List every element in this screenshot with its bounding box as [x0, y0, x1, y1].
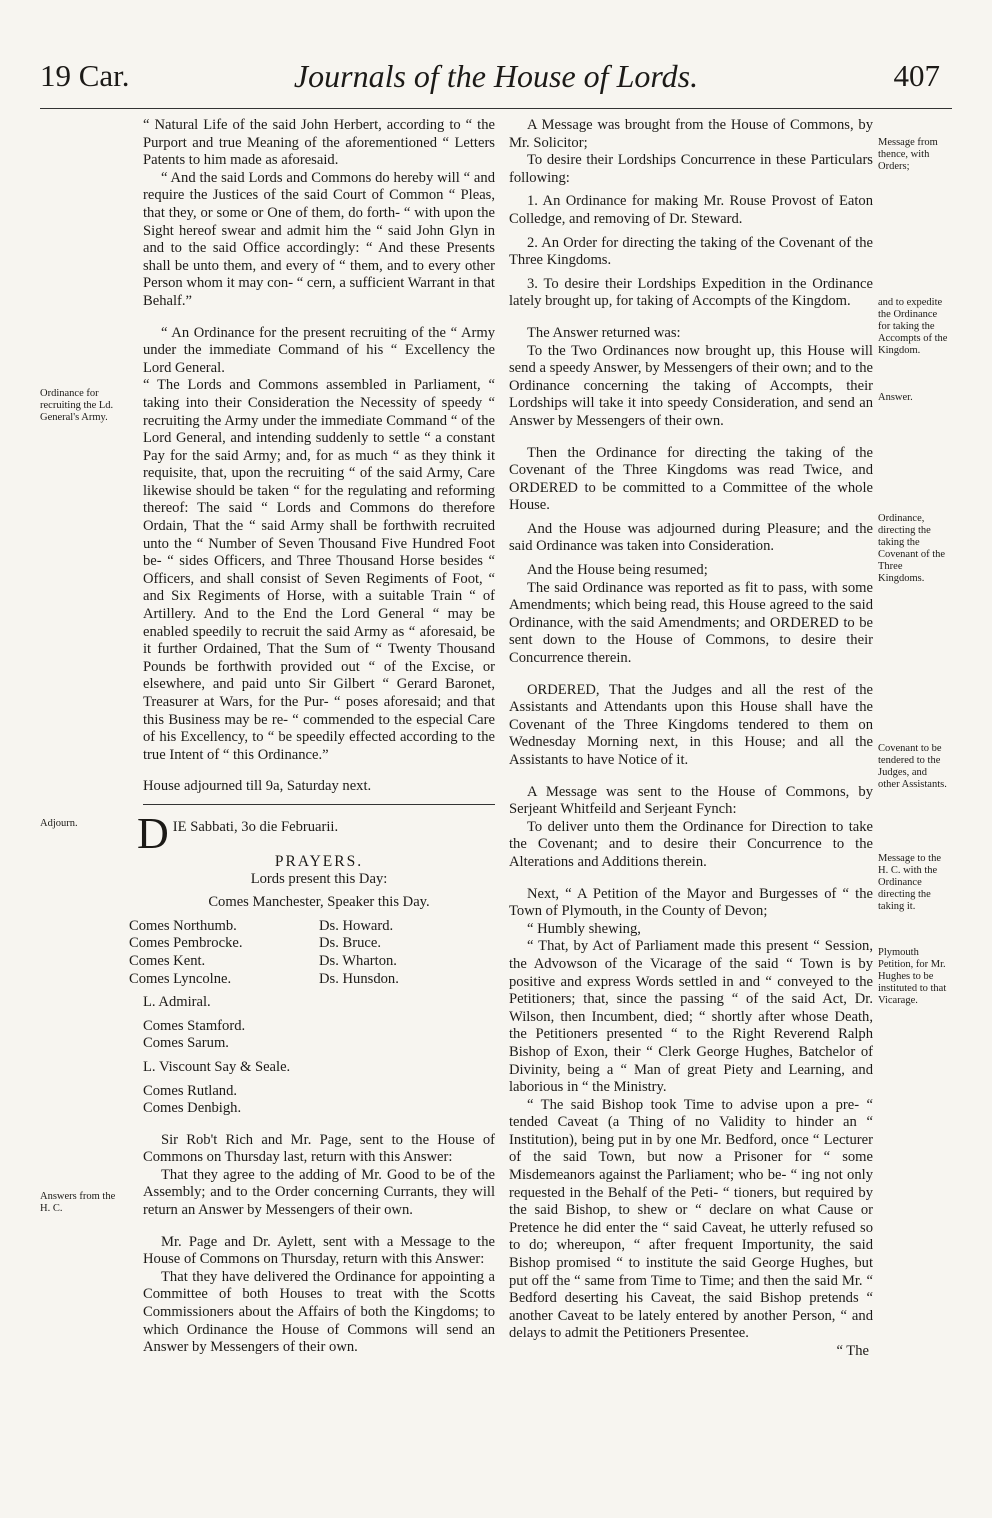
lord-name: Comes Northumb. [129, 917, 237, 934]
ordinance-title: “ An Ordinance for the present recruiting of the “ Army under the immediate Command of his “ Excellency the Lord General. [143, 324, 495, 376]
paragraph: 2. An Order for directing the taking of the Covenant of the Three Kingdoms. [509, 234, 873, 269]
petition-title: Next, “ A Petition of the Mayor and Burgesses of “ the Town of Plymouth, in the County of Devon; [509, 885, 873, 920]
lords-list [129, 918, 495, 988]
margin-note-ordinance: Ordinance for recruiting the Ld. General's Army. [40, 388, 114, 423]
paragraph: 3. To desire their Lordships Expedition in the Ordinance lately brought up, for taking of Accompts of the Kingdom. [509, 275, 873, 310]
paragraph: Sir Rob't Rich and Mr. Page, sent to the House of Commons on Thursday last, return with this Answer: [143, 1131, 495, 1166]
lord-name: Ds. Wharton. [319, 952, 397, 969]
lord-name: Comes Lyncolne. [129, 970, 232, 987]
page-header [0, 58, 992, 108]
paragraph: To the Two Ordinances now brought up, this House will send a speedy Answer, by Messengers of their own; and to the Ordinance concerning the taking of Accompts, their Lordships will take it into speedy Consideration, and send an Answer by Messengers of their own. [509, 342, 873, 429]
lord-name: Comes Pembrocke. [129, 935, 243, 952]
paragraph: The Answer returned was: [527, 324, 681, 341]
lord-name: L. Admiral. [143, 994, 211, 1011]
paragraph: “ Natural Life of the said John Herbert, according to “ the Purport and true Meaning of the aforementioned “ Letters Patents to him made as aforesaid. [143, 117, 495, 169]
section-rule [143, 804, 495, 805]
regnal-year: 19 Car. [40, 58, 130, 93]
paragraph: To desire their Lordships Concurrence in these Particulars following: [509, 152, 873, 186]
date-heading [137, 808, 495, 858]
paragraph: A Message was sent to the House of Commons, by Serjeant Whitfeild and Serjeant Fynch: [509, 783, 873, 818]
lords-present: Lords present this Day: [250, 870, 388, 887]
lord-name: L. Viscount Say & Seale. [143, 1058, 291, 1075]
right-column [509, 117, 873, 1361]
speaker-line: Comes Manchester, Speaker this Day. [208, 894, 430, 911]
margin-note-message: Message from thence, with Orders; [878, 137, 938, 172]
paragraph: Mr. Page and Dr. Aylett, sent with a Message to the House of Commons on Thursday, return with this Answer: [143, 1233, 495, 1268]
adjournment: House adjourned till 9a, Saturday next. [143, 778, 372, 795]
paragraph: ORDERED, That the Judges and all the rest of the Assistants and Attendants upon this House shall have the Covenant of the Three Kingdoms tendered to them on Wednesday Morning next, in this House; and all the Assistants to have Notice of it. [509, 681, 873, 768]
margin-note-plymouth: Plymouth Petition, for Mr. Hughes to be instituted to that Vicarage. [878, 947, 947, 1006]
lord-name: Comes Denbigh. [143, 1100, 242, 1117]
paragraph: And the House was adjourned during Pleasure; and the said Ordinance was taken into Consideration. [509, 520, 873, 555]
margin-note-covenant-ordinance: Ordinance, directing the taking the Covenant of the Three Kingdoms. [878, 513, 946, 584]
running-title: Journals of the House of Lords. [293, 58, 699, 94]
paragraph: That they agree to the adding of Mr. Good to be of the Assembly; and to the Order concerning Currants, they will return an Answer by Messengers of their own. [143, 1166, 495, 1219]
paragraph: And the House being resumed; [527, 562, 708, 579]
paragraph: A Message was brought from the House of Commons, by Mr. Solicitor; [509, 117, 873, 151]
margin-note-answers: Answers from the H. C. [40, 1191, 116, 1214]
paragraph: The said Ordinance was reported as fit to pass, with some Amendments; which being read, this House agreed to the said Ordinance, with the said Amendments; and ORDERED to be sent down to the House of Commons, to desire their Concurrence therein. [509, 579, 873, 667]
paragraph: To deliver unto them the Ordinance for Direction to take the Covenant; and to desire their Concurrence to the Alterations and Additions therein. [509, 818, 873, 870]
paragraph: “ And the said Lords and Commons do hereby will “ and require the Justices of the said Court of Common “ Pleas, that they, or some or One of them, do forth- “ with upon the Sight hereof swear and admit him the “ said John Glyn in and to the said Office accordingly: “ And these Presents shall be unto them, and every of “ them, and to every other Person whom it may con- “ cern, a sufficient Warrant in that Behalf.” [143, 169, 495, 309]
paragraph: “ The Lords and Commons assembled in Parliament, “ taking into their Consideration the Necessity of speedy “ recruiting the Army under the immediate Command “ of the Lord General, and intending suddenly to settle “ a constant Pay for the said Army; and, for as much “ as they think it requisite, that, upon the recruiting “ of the said Army, Care likewise should be taken “ for the regulating and reforming thereof: The said “ Lords and Commons do therefore Ordain, That the “ said Army shall be forthwith recruited unto the “ Number of Seven Thousand Five Hundred Foot be- “ sides Officers, and Three Thousand Horse besides “ Officers, and shall consist of Seven Regiments of Foot, “ and Six Regiments of Horse, with a suitable Train “ of Artillery. And to the End the Lord General “ may be enabled speedily to recruit the said Army as “ aforesaid, be it further Ordained, That the Sum of “ Twenty Thousand Pounds be forthwith provided out “ of the Excise, or elsewhere, and paid unto Sir Gilbert “ Gerard Baronet, Treasurer at Wars, for the Pur- “ poses aforesaid; and that this Business may be re- “ commended to the especial Care of his Excellency, to “ be speedily effected according to the true Intent of “ this Ordinance.” [143, 377, 495, 763]
catchword: “ The [836, 1343, 869, 1359]
paragraph: “ That, by Act of Parliament made this present “ Session, the Advowson of the Vicarage of the said “ Town is by positive and express Words settled in and “ conveyed to the Petitioners; that, since the passing “ of the said Act, Dr. Wilson, then Incumbent, died; “ shortly after whose Death, the Petitioners presented “ to the Right Reverend Ralph Bishop of Exon, their “ Clerk George Hughes, Batchelor of Divinity, being a “ Man of great Piety and Learning, and laborious in “ the Ministry. [509, 938, 873, 1096]
paragraph: 1. An Ordinance for making Mr. Rouse Provost of Eaton Colledge, and removing of Dr. Steward. [509, 193, 873, 227]
lord-name: Comes Sarum. [143, 1035, 229, 1052]
paragraph: That they have delivered the Ordinance for appointing a Committee of both Houses to treat with the Scotts Commissioners about the Affairs of both the Kingdoms; to which Ordinance the House of Commons will send an Answer by Messengers of their own. [143, 1268, 495, 1356]
margin-note-answer: Answer. [878, 392, 913, 403]
drop-capital: D [137, 808, 169, 858]
prayers-heading: PRAYERS. [274, 852, 364, 870]
paragraph: “ Humbly shewing, [527, 920, 641, 937]
lord-name: Ds. Howard. [319, 917, 394, 934]
margin-note-adjourn: Adjourn. [40, 818, 78, 829]
margin-note-covenant-judges: Covenant to be tendered to the Judges, and other Assistants. [878, 743, 947, 790]
margin-note-message-hc: Message to the H. C. with the Ordinance directing the taking it. [878, 853, 941, 912]
lord-name: Comes Kent. [129, 952, 206, 969]
lord-name: Ds. Hunsdon. [319, 970, 399, 987]
margin-note-expedite: and to expedite the Ordinance for taking the Accompts of the Kingdom. [878, 297, 948, 356]
paragraph: “ The said Bishop took Time to advise upon a pre- “ tended Caveat (a Thing of no Validity to hinder an “ Institution), being put in by one Mr. Bedford, once “ Lecturer of the said Town, but now a Prisoner for “ some Misdemeanors against the Parliament; who be- “ ing not only requested in the Behalf of the Peti- “ tioners, but required by the said Bishop, to shew or “ declare on what Cause or Pretence he did enter the “ said Caveat, he utterly refused so to do; whereupon, “ after frequent Importunity, the said Bishop promised “ to institute the said George Hughes, but put off the “ same from Time to Time; and then the said Mr. “ Bedford deserting his Caveat, the said Bishop pretends “ another Caveat to be lately entered by another Person, “ and delays to admit the Petitioners Presentee. [509, 1096, 873, 1342]
lord-name: Comes Stamford. [143, 1017, 246, 1034]
date-line: IE Sabbati, 3o die Februarii. [172, 818, 339, 835]
left-column [129, 117, 495, 1357]
page-number: 407 [893, 58, 940, 93]
lord-name: Comes Rutland. [143, 1082, 238, 1099]
header-rule [40, 108, 952, 109]
lord-name: Ds. Bruce. [319, 935, 382, 952]
paragraph: Then the Ordinance for directing the taking of the Covenant of the Three Kingdoms was read Twice, and ORDERED to be committed to a Committee of the whole House. [509, 444, 873, 514]
